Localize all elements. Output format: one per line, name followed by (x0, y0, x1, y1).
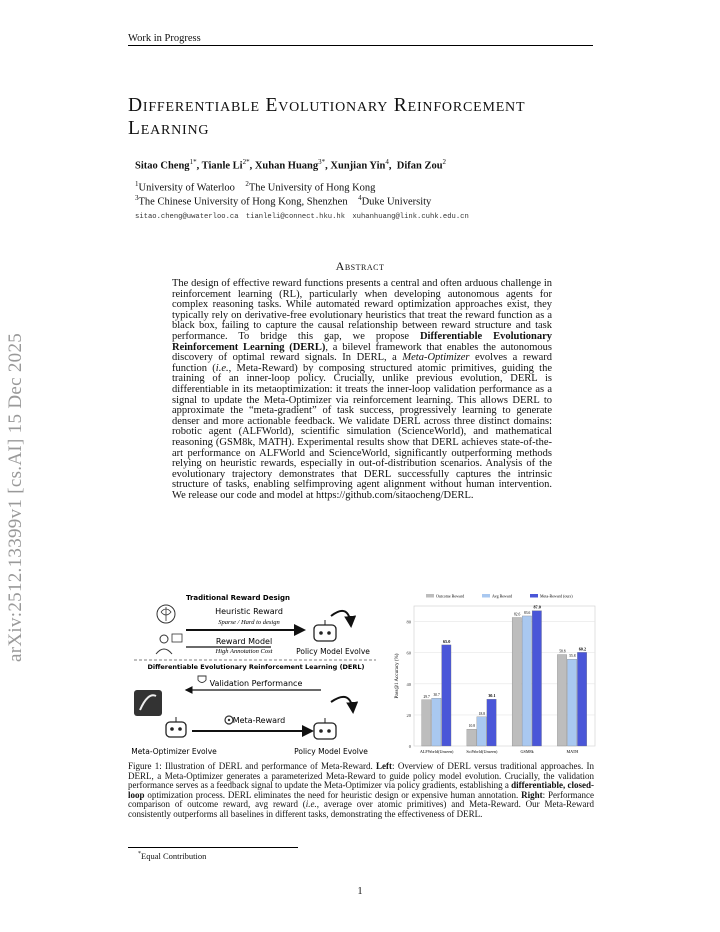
meta-reward-label: Meta-Reward (232, 716, 286, 725)
y-tick-label: 0 (408, 744, 411, 749)
legend-label: Outcome Reward (436, 593, 465, 599)
author-list: Sitao Cheng$^{1*}$, Tianle $Li^{2*}$, Xuhan Huang$^{3*}$, Xunjian Yin$^4$, Difan Zou$^2$ (135, 158, 447, 172)
annotator-icon (156, 634, 182, 654)
author-emails: sitao.cheng@uwaterloo.ca tianleli@connect.hku.hk xuhanhuang@link.cuhk.edu.cn (135, 213, 469, 221)
meta-optimizer-avatar-icon (134, 690, 162, 716)
traditional-title: Traditional Reward Design (185, 594, 291, 602)
y-tick-label: 80 (406, 619, 411, 625)
policy-evolve-label-top: Policy Model Evolve (296, 647, 370, 656)
y-tick-label: 60 (406, 650, 411, 656)
y-tick-label: 40 (406, 681, 411, 687)
y-axis-label: Pass@1 Accuracy (%) (395, 653, 400, 699)
reward-model-sub-label: High Annotation Cost (215, 648, 273, 655)
x-tick-label: SciWorld(Unseen) (466, 749, 498, 754)
data-label: 30.7 (433, 693, 440, 698)
abstract-heading: Abstract (335, 259, 385, 273)
trophy-icon (198, 676, 206, 683)
meta-reward-bar-chart (390, 588, 600, 758)
heuristic-sub-label: Sparse / Hard to design (218, 619, 280, 626)
paper-title: Differentiable Evolutionary Reinforcement Learning (128, 95, 526, 139)
data-label: 30.1 (488, 693, 496, 699)
x-tick-label: MATH (566, 749, 579, 754)
y-tick-label: 20 (406, 712, 411, 718)
data-label: 10.8 (468, 724, 476, 729)
brain-icon (157, 605, 175, 623)
bar (432, 698, 441, 746)
bar (557, 655, 566, 746)
legend-label: Meta-Reward (ours) (540, 593, 573, 599)
bar (487, 699, 496, 746)
x-tick-label: GSM8k (520, 749, 534, 754)
data-label: 55.8 (569, 654, 576, 659)
author: Xuhan Huang (254, 160, 319, 172)
legend-swatch (482, 594, 490, 598)
author: Sitao Cheng (135, 160, 190, 172)
data-label: 83.6 (523, 610, 531, 615)
x-tick-label: ALFWorld(Unseen) (419, 749, 454, 754)
abstract-body: The design of effective reward functions presents a central and often arduous challenge in reinforcement learning (RL), particularly when developing autonomous agents for complex reasoning tasks. While automated reward optimization approaches exist, they typically rely on derivative-free evolutionary heuristics that treat the reward function as a black box, failing to capture the causal relationship between reward structure and task performance. To bridge this gap, we propose Differentiable Evolutionary Reinforcement Learning (DERL), a bilevel framework that enables the autonomous discovery of optimal reward signals. In DERL, a Meta-Optimizer evolves a reward function (i.e., Meta-Reward) by composing structured atomic primitives, guiding the training of an inner-loop policy. Crucially, unlike previous evolution, DERL is differentiable in its metaoptimization: it treats the inner-loop validation performance as a signal to update the Meta-Optimizer via reinforcement learning. This allows DERL to approximate the “meta-gradient” of task success, progressively learning to generate denser and more actionable feedback. We validate DERL across three distinct domains: robotic agent (ALFWorld), scientific simulation (ScienceWorld), and mathematical reasoning (GSM8k, MATH). Experimental results show that DERL achieves state-of-the-art performance on ALFWorld and ScienceWorld, significantly outperforming methods relying on heuristic rewards, especially in out-of-distribution scenarios. Analysis of the evolutionary trajectory demonstrates that DERL successfully captures the intrinsic structure of tasks, enabling selfimproving agent alignment without human intervention. We release our code and model at https://github.com/sitaocheng/DERL. (172, 278, 552, 501)
bar (442, 645, 451, 746)
derl-title: Differentiable Evolutionary Reinforcement Learning (DERL) (147, 663, 365, 671)
bar (512, 618, 521, 746)
arxiv-stamp: arXiv:2512.13399v1 [cs.AI] 15 Dec 2025 (5, 332, 26, 662)
footnote: *Equal Contribution (138, 851, 207, 861)
policy-evolve-label-bottom: Policy Model Evolve (294, 747, 368, 756)
page-number: 1 (357, 886, 363, 897)
derl-overview-diagram (126, 592, 388, 760)
legend-swatch (426, 594, 434, 598)
reward-model-label: Reward Model (215, 637, 273, 646)
legend-swatch (530, 594, 538, 598)
affiliation-line: $^3$The Chinese University of Hong Kong, Shenzhen $^4$Duke University (135, 194, 432, 208)
running-header: Work in Progress (128, 33, 201, 44)
author: Difan Zou (396, 160, 443, 172)
footnote-rule (128, 847, 298, 848)
data-label: 58.8 (559, 649, 566, 654)
robot-icon (314, 718, 336, 739)
heuristic-reward-label: Heuristic Reward (215, 607, 283, 616)
bar (477, 717, 486, 746)
data-label: 18.8 (478, 711, 486, 716)
data-label: 60.2 (578, 646, 587, 652)
meta-optimizer-evolve-label: Meta-Optimizer Evolve (131, 747, 217, 756)
data-label: 29.7 (423, 694, 430, 699)
author: Tianle Li (201, 160, 243, 172)
validation-label: Validation Performance (209, 679, 303, 688)
legend-label: Avg Reward (492, 593, 513, 599)
bar (467, 729, 476, 746)
robot-icon (166, 717, 186, 737)
affiliation-line: $^1$University of Waterloo $^2$The University of Hong Kong (135, 180, 376, 194)
figure-caption: Figure 1: Illustration of DERL and performance of Meta-Reward. Left: Overview of DERL versus traditional approaches. In DERL, a Meta-Optimizer generates a parameterized Meta-Reward to guide policy model evolution. Crucially, the validation performance serves as a feedback signal to update the Meta-Optimizer via policy gradients, establishing a differentiable, closed-loop optimization process. DERL eliminates the need for heuristic design or expensive human annotation. Right: Performance comparison of outcome reward, avg reward (i.e., average over atomic primitives) and Meta-Reward. Our Meta-Reward consistently outperforms all baselines in different tasks, demonstrating the effectiveness of DERL. (128, 761, 595, 819)
robot-icon (314, 620, 336, 641)
bar (532, 611, 541, 746)
author: Xunjian Yin (330, 160, 386, 172)
data-label: 65.0 (442, 638, 451, 644)
bar (522, 616, 531, 746)
bar (422, 700, 431, 746)
data-label: 82.6 (513, 612, 521, 617)
bar (577, 652, 586, 746)
header-rule (128, 45, 593, 46)
bar (567, 659, 576, 746)
data-label: 87.0 (533, 604, 541, 610)
